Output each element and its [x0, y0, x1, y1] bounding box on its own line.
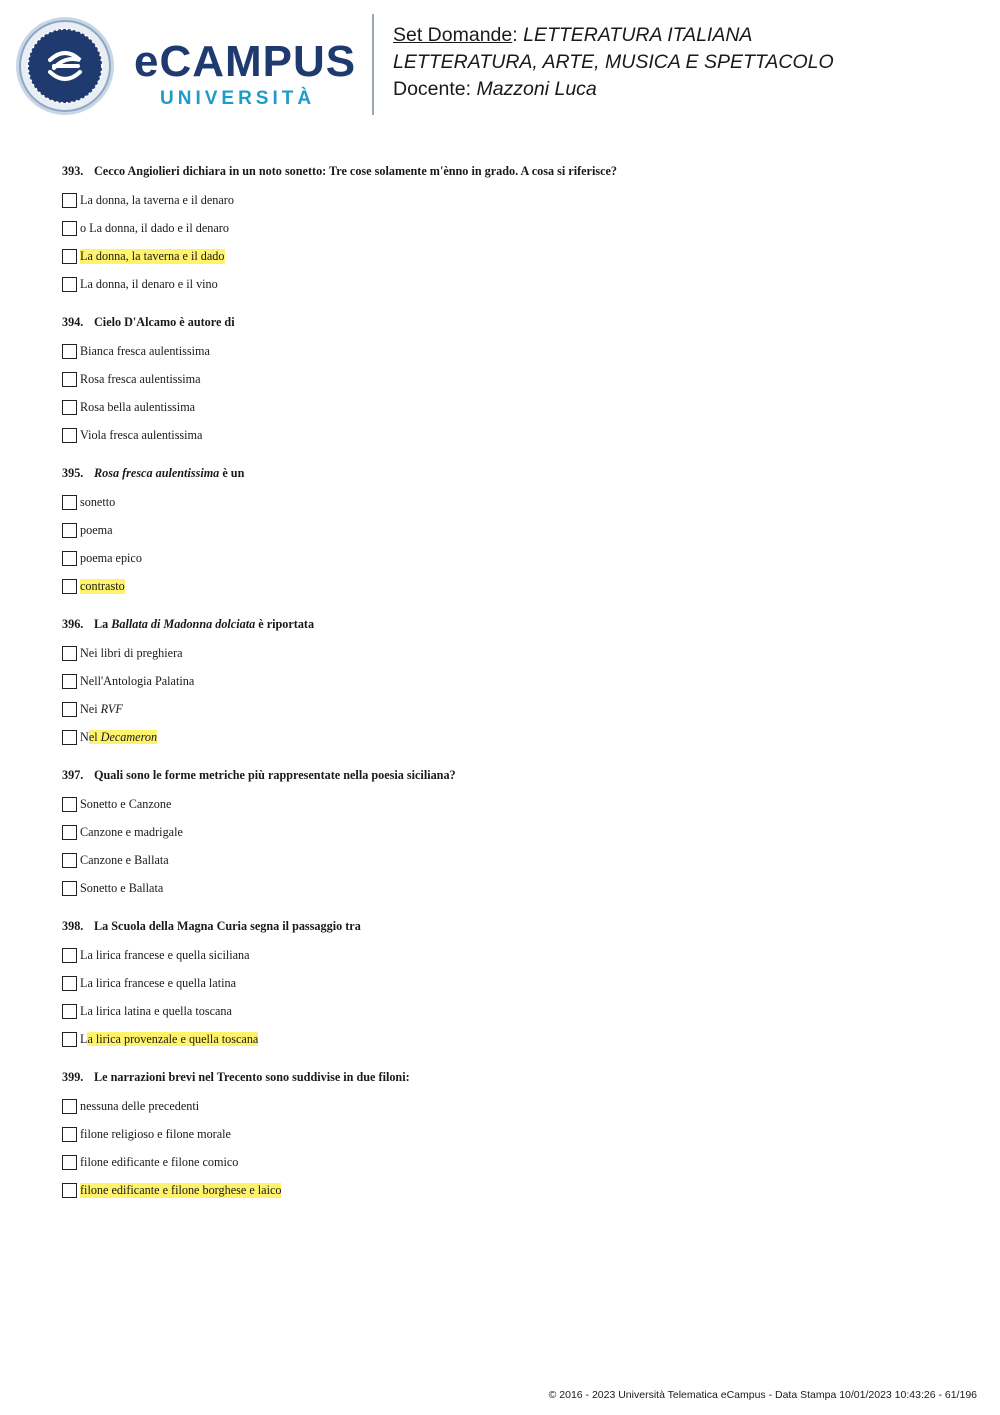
answer-checkbox[interactable]	[62, 1004, 77, 1019]
answer-checkbox[interactable]	[62, 551, 77, 566]
answer-checkbox[interactable]	[62, 976, 77, 991]
answer-text	[80, 1032, 258, 1047]
area-name: LETTERATURA, ARTE, MUSICA E SPETTACOLO	[393, 51, 834, 73]
question-397	[62, 766, 962, 902]
answer-text: La lirica francese e quella latina	[80, 975, 236, 990]
answer-checkbox[interactable]	[62, 221, 77, 236]
answer-text-italic: RVF	[100, 701, 123, 716]
answer-option-correct[interactable]	[62, 723, 962, 751]
answer-option[interactable]	[62, 874, 962, 902]
answer-text	[80, 702, 123, 717]
answer-checkbox[interactable]	[62, 948, 77, 963]
answer-checkbox[interactable]	[62, 428, 77, 443]
answer-text: Sonetto e Canzone	[80, 796, 172, 811]
answer-option[interactable]	[62, 790, 962, 818]
answer-option-correct[interactable]	[62, 1176, 962, 1204]
answer-checkbox[interactable]	[62, 372, 77, 387]
question-title	[62, 162, 962, 180]
answer-text: o La donna, il dado e il denaro	[80, 220, 229, 235]
answer-option-correct[interactable]	[62, 242, 962, 270]
answer-text: Nell'Antologia Palatina	[80, 673, 195, 688]
question-text: è un	[219, 466, 245, 480]
answer-text-highlighted: a lirica provenzale e quella toscana	[87, 1031, 259, 1046]
ecampus-seal-logo-icon	[14, 16, 116, 116]
page-header	[0, 0, 1000, 130]
answer-checkbox[interactable]	[62, 853, 77, 868]
answer-option[interactable]	[62, 1092, 962, 1120]
logo-sub-text: UNIVERSITÀ	[160, 88, 316, 109]
question-text: Quali sono le forme metriche più rappresentate nella poesia siciliana?	[94, 768, 456, 782]
answer-text: filone religioso e filone morale	[80, 1126, 231, 1141]
question-399	[62, 1068, 962, 1204]
question-393	[62, 162, 962, 298]
answer-checkbox[interactable]	[62, 646, 77, 661]
answer-text: La donna, la taverna e il denaro	[80, 192, 234, 207]
answer-option[interactable]	[62, 421, 962, 449]
answer-text-hl: el	[88, 729, 101, 744]
answer-option[interactable]	[62, 337, 962, 365]
answer-checkbox[interactable]	[62, 523, 77, 538]
answer-text: Nei libri di preghiera	[80, 645, 183, 660]
answer-checkbox[interactable]	[62, 1183, 77, 1198]
answer-option[interactable]	[62, 544, 962, 572]
answer-checkbox[interactable]	[62, 400, 77, 415]
answer-option[interactable]	[62, 695, 962, 723]
answer-option[interactable]	[62, 270, 962, 298]
question-text-italic: Rosa fresca aulentissima	[94, 466, 220, 480]
question-394	[62, 313, 962, 449]
page-footer: © 2016 - 2023 Università Telematica eCampus - Data Stampa 10/01/2023 10:43:26 - 61/196	[548, 1389, 977, 1401]
question-number: 398.	[62, 919, 84, 933]
question-number: 399.	[62, 1070, 84, 1084]
question-list	[62, 162, 962, 1219]
answer-checkbox[interactable]	[62, 825, 77, 840]
subject-name: LETTERATURA ITALIANA	[523, 24, 753, 46]
answer-text-pre: L	[80, 1031, 88, 1046]
question-text: Cielo D'Alcamo è autore di	[94, 315, 235, 329]
question-number: 393.	[62, 164, 84, 178]
answer-text: Sonetto e Ballata	[80, 880, 164, 895]
question-395	[62, 464, 962, 600]
answer-checkbox[interactable]	[62, 579, 77, 594]
answer-checkbox[interactable]	[62, 797, 77, 812]
question-title	[62, 766, 962, 784]
question-text: Le narrazioni brevi nel Trecento sono suddivise in due filoni:	[94, 1070, 410, 1084]
answer-checkbox[interactable]	[62, 730, 77, 745]
answer-text-highlighted: filone edificante e filone borghese e laico	[80, 1182, 282, 1197]
answer-option[interactable]	[62, 639, 962, 667]
answer-option[interactable]	[62, 818, 962, 846]
answer-text-pre: N	[80, 729, 89, 744]
question-title	[62, 615, 962, 633]
answer-text: filone edificante e filone comico	[80, 1154, 239, 1169]
teacher-line	[393, 76, 834, 103]
answer-text: La lirica latina e quella toscana	[80, 1003, 232, 1018]
set-line	[393, 22, 834, 49]
teacher-name: Mazzoni Luca	[476, 78, 597, 100]
answer-text: poema	[80, 522, 113, 537]
answer-checkbox[interactable]	[62, 1099, 77, 1114]
question-number: 397.	[62, 768, 84, 782]
answer-option-correct[interactable]	[62, 572, 962, 600]
answer-option[interactable]	[62, 1148, 962, 1176]
answer-text: Viola fresca aulentissima	[80, 427, 203, 442]
question-title	[62, 464, 962, 482]
answer-option[interactable]	[62, 667, 962, 695]
answer-text: nessuna delle precedenti	[80, 1098, 200, 1113]
question-title	[62, 917, 962, 935]
answer-option[interactable]	[62, 846, 962, 874]
answer-checkbox[interactable]	[62, 495, 77, 510]
answer-checkbox[interactable]	[62, 702, 77, 717]
question-text: Cecco Angiolieri dichiara in un noto sonetto: Tre cose solamente m'ènno in grado. A cosa si riferisce?	[94, 164, 617, 178]
answer-text-highlighted: contrasto	[80, 578, 125, 593]
answer-option[interactable]	[62, 393, 962, 421]
answer-text-highlighted: La donna, la taverna e il dado	[80, 248, 225, 263]
answer-checkbox[interactable]	[62, 249, 77, 264]
question-text: La Scuola della Magna Curia segna il passaggio tra	[94, 919, 361, 933]
answer-checkbox[interactable]	[62, 1032, 77, 1047]
logo-main-text: eCAMPUS	[134, 37, 357, 86]
answer-text: La lirica francese e quella siciliana	[80, 947, 250, 962]
question-title	[62, 313, 962, 331]
answer-text-pre: Nei	[80, 701, 101, 716]
teacher-label: Docente:	[393, 78, 477, 100]
answer-option[interactable]	[62, 941, 962, 969]
answer-checkbox[interactable]	[62, 881, 77, 896]
answer-text: La donna, il denaro e il vino	[80, 276, 218, 291]
answer-text: sonetto	[80, 494, 116, 509]
question-text: è riportata	[255, 617, 315, 631]
question-text-pre: La	[94, 617, 112, 631]
answer-checkbox[interactable]	[62, 277, 77, 292]
answer-text: Rosa bella aulentissima	[80, 399, 196, 414]
answer-option[interactable]	[62, 214, 962, 242]
header-divider	[372, 14, 374, 115]
answer-text: Bianca fresca aulentissima	[80, 343, 210, 358]
question-number: 395.	[62, 466, 84, 480]
answer-checkbox[interactable]	[62, 344, 77, 359]
answer-option[interactable]	[62, 969, 962, 997]
answer-option[interactable]	[62, 365, 962, 393]
answer-checkbox[interactable]	[62, 193, 77, 208]
answer-text-hl-italic: Decameron	[100, 729, 158, 744]
answer-text: poema epico	[80, 550, 142, 565]
question-number: 396.	[62, 617, 84, 631]
header-info	[393, 22, 834, 103]
answer-option[interactable]	[62, 516, 962, 544]
answer-option-correct[interactable]	[62, 1025, 962, 1053]
question-text-italic: Ballata di Madonna dolciata	[111, 617, 256, 631]
question-title	[62, 1068, 962, 1086]
set-label: Set Domande	[393, 24, 513, 46]
answer-checkbox[interactable]	[62, 674, 77, 689]
ecampus-wordmark	[134, 37, 357, 112]
answer-option[interactable]	[62, 186, 962, 214]
answer-option[interactable]	[62, 1120, 962, 1148]
answer-option[interactable]	[62, 488, 962, 516]
answer-text	[80, 730, 157, 745]
answer-checkbox[interactable]	[62, 1127, 77, 1142]
answer-text: Rosa fresca aulentissima	[80, 371, 201, 386]
question-number: 394.	[62, 315, 84, 329]
question-398	[62, 917, 962, 1053]
answer-text-highlighted	[89, 730, 157, 744]
answer-checkbox[interactable]	[62, 1155, 77, 1170]
answer-option[interactable]	[62, 997, 962, 1025]
answer-text: Canzone e Ballata	[80, 852, 169, 867]
answer-text: Canzone e madrigale	[80, 824, 183, 839]
question-396	[62, 615, 962, 751]
set-colon: :	[512, 24, 524, 46]
